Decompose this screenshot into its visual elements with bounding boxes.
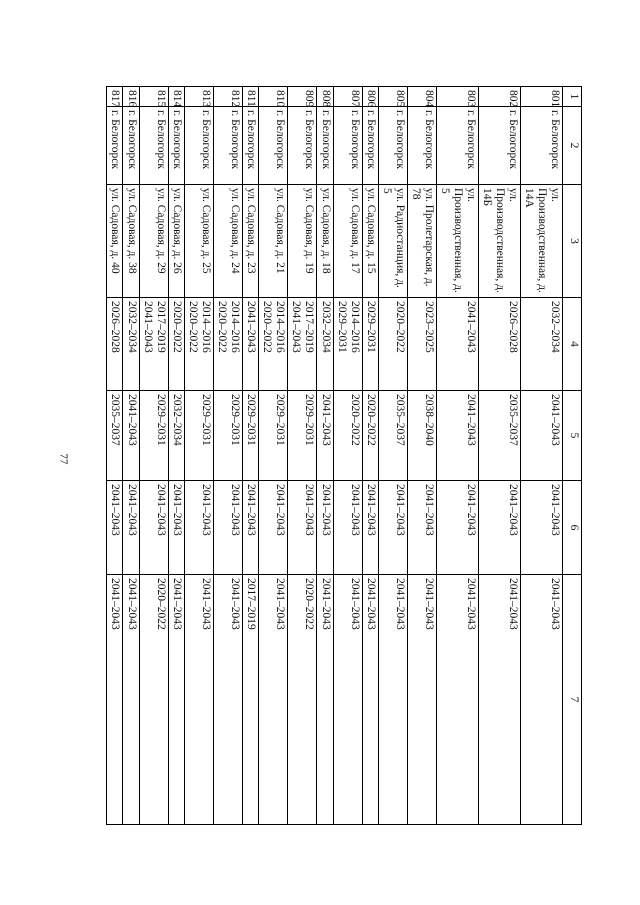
cell-col7 bbox=[363, 575, 379, 825]
cell-number: 803 bbox=[437, 87, 479, 107]
cell-col4 bbox=[214, 298, 243, 391]
period-value: 2041–2043 bbox=[290, 301, 302, 353]
period-value: 2029–2031 bbox=[365, 301, 377, 353]
cell-col7 bbox=[214, 575, 243, 825]
cell-col7 bbox=[334, 575, 363, 825]
table-row bbox=[317, 87, 334, 825]
cell-col7 bbox=[479, 575, 521, 825]
table-row bbox=[185, 87, 214, 825]
cell-col4 bbox=[169, 298, 185, 391]
cell-number: 812 bbox=[214, 87, 243, 107]
table-row bbox=[169, 87, 185, 825]
cell-col6: 2041–2043 bbox=[214, 481, 243, 575]
cell-city: г. Белогорск bbox=[107, 107, 123, 185]
cell-address: ул. Садовая, д. 29 bbox=[140, 185, 169, 298]
cell-col5: 2041–2043 bbox=[437, 391, 479, 481]
period-value: 2020–2022 bbox=[155, 578, 167, 630]
cell-col7 bbox=[107, 575, 123, 825]
table-row bbox=[140, 87, 169, 825]
cell-col6: 2041–2043 bbox=[185, 481, 214, 575]
table-row bbox=[363, 87, 379, 825]
page-number: 77 bbox=[57, 453, 70, 465]
cell-col5: 2038–2040 bbox=[408, 391, 437, 481]
cell-number: 809 bbox=[288, 87, 317, 107]
cell-col4 bbox=[123, 298, 140, 391]
cell-address: ул. Садовая, д. 26 bbox=[169, 185, 185, 298]
cell-col7 bbox=[140, 575, 169, 825]
cell-col4 bbox=[107, 298, 123, 391]
cell-col6: 2041–2043 bbox=[363, 481, 379, 575]
cell-number: 801 bbox=[521, 87, 563, 107]
cell-col7 bbox=[437, 575, 479, 825]
table-row bbox=[259, 87, 288, 825]
cell-number: 814 bbox=[169, 87, 185, 107]
cell-col6: 2041–2043 bbox=[408, 481, 437, 575]
cell-col6: 2041–2043 bbox=[437, 481, 479, 575]
col-header-3: 3 bbox=[563, 185, 582, 298]
cell-city: г. Белогорск bbox=[243, 107, 259, 185]
period-value: 2014–2016 bbox=[349, 301, 361, 353]
period-value: 2041–2043 bbox=[465, 301, 477, 353]
cell-city: г. Белогорск bbox=[437, 107, 479, 185]
table-row bbox=[408, 87, 437, 825]
cell-address: ул. Садовая, д. 40 bbox=[107, 185, 123, 298]
cell-number: 811 bbox=[243, 87, 259, 107]
period-value: 2041–2043 bbox=[465, 578, 477, 630]
period-value: 2014–2016 bbox=[200, 301, 212, 353]
cell-col6: 2041–2043 bbox=[521, 481, 563, 575]
col-header-5: 5 bbox=[563, 391, 582, 481]
header-row bbox=[563, 87, 582, 825]
cell-number: 805 bbox=[379, 87, 408, 107]
period-value: 2041–2043 bbox=[320, 578, 332, 630]
period-value: 2041–2043 bbox=[229, 578, 241, 630]
cell-address: ул. Садовая, д. 15 bbox=[363, 185, 379, 298]
period-value: 2017–2019 bbox=[303, 301, 315, 353]
period-value: 2041–2043 bbox=[365, 578, 377, 630]
cell-col6: 2041–2043 bbox=[107, 481, 123, 575]
table-row bbox=[521, 87, 563, 825]
cell-address: ул. Садовая, д. 25 bbox=[185, 185, 214, 298]
col-header-6: 6 bbox=[563, 481, 582, 575]
period-value: 2023–2025 bbox=[423, 301, 435, 353]
cell-col4 bbox=[408, 298, 437, 391]
cell-address: ул. Садовая, д. 21 bbox=[259, 185, 288, 298]
cell-col6: 2041–2043 bbox=[140, 481, 169, 575]
cell-address: ул. Садовая, д. 24 bbox=[214, 185, 243, 298]
period-value: 2020–2022 bbox=[261, 301, 273, 353]
cell-number: 817 bbox=[107, 87, 123, 107]
period-value: 2041–2043 bbox=[126, 578, 138, 630]
cell-col7 bbox=[185, 575, 214, 825]
cell-col4 bbox=[437, 298, 479, 391]
cell-col4 bbox=[243, 298, 259, 391]
cell-col7 bbox=[317, 575, 334, 825]
cell-col6: 2041–2043 bbox=[169, 481, 185, 575]
period-value: 2020–2022 bbox=[187, 301, 199, 353]
period-value: 2041–2043 bbox=[245, 301, 257, 353]
cell-city: г. Белогорск bbox=[214, 107, 243, 185]
cell-number: 816 bbox=[123, 87, 140, 107]
cell-col7 bbox=[243, 575, 259, 825]
cell-col5: 2035–2037 bbox=[107, 391, 123, 481]
period-value: 2041–2043 bbox=[423, 578, 435, 630]
cell-address: ул. Садовая, д. 19 bbox=[288, 185, 317, 298]
period-value: 2041–2043 bbox=[274, 578, 286, 630]
cell-address: ул. Садовая, д. 17 bbox=[334, 185, 363, 298]
cell-col4 bbox=[317, 298, 334, 391]
schedule-table bbox=[106, 86, 582, 825]
cell-col5: 2035–2037 bbox=[479, 391, 521, 481]
cell-number: 806 bbox=[363, 87, 379, 107]
period-value: 2020–2022 bbox=[303, 578, 315, 630]
cell-col5: 2020–2022 bbox=[363, 391, 379, 481]
cell-col5: 2032–2034 bbox=[169, 391, 185, 481]
cell-col4 bbox=[185, 298, 214, 391]
cell-city: г. Белогорск bbox=[317, 107, 334, 185]
cell-city: г. Белогорск bbox=[479, 107, 521, 185]
period-value: 2032–2034 bbox=[320, 301, 332, 353]
cell-col6: 2041–2043 bbox=[259, 481, 288, 575]
cell-col4 bbox=[479, 298, 521, 391]
cell-number: 807 bbox=[334, 87, 363, 107]
period-value: 2041–2043 bbox=[171, 578, 183, 630]
cell-city: г. Белогорск bbox=[259, 107, 288, 185]
cell-address: ул. Пролетарская, д. 78 bbox=[408, 185, 437, 298]
cell-col5: 2020–2022 bbox=[334, 391, 363, 481]
cell-col6: 2041–2043 bbox=[479, 481, 521, 575]
cell-city: г. Белогорск bbox=[379, 107, 408, 185]
table-row bbox=[123, 87, 140, 825]
period-value: 2026–2028 bbox=[109, 301, 121, 353]
cell-address: ул. Производственная, д. 14А bbox=[521, 185, 563, 298]
cell-address: ул. Садовая, д. 18 bbox=[317, 185, 334, 298]
period-value: 2026–2028 bbox=[507, 301, 519, 353]
cell-col5: 2029–2031 bbox=[214, 391, 243, 481]
period-value: 2041–2043 bbox=[507, 578, 519, 630]
col-header-1: 1 bbox=[563, 87, 582, 107]
table-row bbox=[107, 87, 123, 825]
period-value: 2017–2019 bbox=[245, 578, 257, 630]
cell-city: г. Белогорск bbox=[140, 107, 169, 185]
period-value: 2041–2043 bbox=[349, 578, 361, 630]
table-row bbox=[379, 87, 408, 825]
table-body bbox=[107, 87, 563, 825]
cell-col5: 2029–2031 bbox=[243, 391, 259, 481]
cell-number: 815 bbox=[140, 87, 169, 107]
cell-city: г. Белогорск bbox=[185, 107, 214, 185]
period-value: 2014–2016 bbox=[274, 301, 286, 353]
cell-col4 bbox=[259, 298, 288, 391]
cell-col6: 2041–2043 bbox=[317, 481, 334, 575]
period-value: 2041–2043 bbox=[200, 578, 212, 630]
cell-number: 804 bbox=[408, 87, 437, 107]
cell-city: г. Белогорск bbox=[408, 107, 437, 185]
cell-col4 bbox=[521, 298, 563, 391]
period-value: 2020–2022 bbox=[171, 301, 183, 353]
period-value: 2041–2043 bbox=[142, 301, 154, 353]
col-header-7: 7 bbox=[563, 575, 582, 825]
period-value: 2014–2016 bbox=[229, 301, 241, 353]
table-row bbox=[479, 87, 521, 825]
col-header-4: 4 bbox=[563, 298, 582, 391]
cell-col4 bbox=[140, 298, 169, 391]
cell-col6: 2041–2043 bbox=[334, 481, 363, 575]
cell-col7 bbox=[379, 575, 408, 825]
cell-city: г. Белогорск bbox=[123, 107, 140, 185]
period-value: 2041–2043 bbox=[549, 578, 561, 630]
cell-col4 bbox=[379, 298, 408, 391]
cell-city: г. Белогорск bbox=[288, 107, 317, 185]
cell-col7 bbox=[521, 575, 563, 825]
period-value: 2032–2034 bbox=[126, 301, 138, 353]
cell-col7 bbox=[408, 575, 437, 825]
table-row bbox=[334, 87, 363, 825]
table-row bbox=[214, 87, 243, 825]
cell-col7 bbox=[169, 575, 185, 825]
table-row bbox=[243, 87, 259, 825]
cell-address: ул. Производственная, д. 14Б bbox=[479, 185, 521, 298]
table-wrapper bbox=[109, 86, 582, 824]
cell-col5: 2029–2031 bbox=[288, 391, 317, 481]
cell-city: г. Белогорск bbox=[363, 107, 379, 185]
cell-address: ул. Радиостанция, д. 5 bbox=[379, 185, 408, 298]
cell-col4 bbox=[363, 298, 379, 391]
table-row bbox=[288, 87, 317, 825]
period-value: 2041–2043 bbox=[109, 578, 121, 630]
cell-col5: 2029–2031 bbox=[259, 391, 288, 481]
cell-col6: 2041–2043 bbox=[243, 481, 259, 575]
cell-col5: 2041–2043 bbox=[521, 391, 563, 481]
cell-number: 813 bbox=[185, 87, 214, 107]
cell-address: ул. Садовая, д. 23 bbox=[243, 185, 259, 298]
col-header-2: 2 bbox=[563, 107, 582, 185]
cell-col7 bbox=[123, 575, 140, 825]
period-value: 2041–2043 bbox=[394, 578, 406, 630]
period-value: 2032–2034 bbox=[549, 301, 561, 353]
cell-col6: 2041–2043 bbox=[379, 481, 408, 575]
cell-col5: 2029–2031 bbox=[140, 391, 169, 481]
cell-col6: 2041–2043 bbox=[123, 481, 140, 575]
cell-col7 bbox=[259, 575, 288, 825]
cell-col5: 2041–2043 bbox=[317, 391, 334, 481]
cell-number: 808 bbox=[317, 87, 334, 107]
cell-col5: 2035–2037 bbox=[379, 391, 408, 481]
cell-address: ул. Садовая, д. 38 bbox=[123, 185, 140, 298]
period-value: 2017–2019 bbox=[155, 301, 167, 353]
period-value: 2020–2022 bbox=[394, 301, 406, 353]
cell-col4 bbox=[334, 298, 363, 391]
cell-col4 bbox=[288, 298, 317, 391]
cell-col5: 2041–2043 bbox=[123, 391, 140, 481]
cell-col5: 2029–2031 bbox=[185, 391, 214, 481]
cell-col6: 2041–2043 bbox=[288, 481, 317, 575]
cell-city: г. Белогорск bbox=[334, 107, 363, 185]
table-row bbox=[437, 87, 479, 825]
cell-city: г. Белогорск bbox=[521, 107, 563, 185]
period-value: 2020–2022 bbox=[216, 301, 228, 353]
period-value: 2029–2031 bbox=[336, 301, 348, 353]
cell-number: 802 bbox=[479, 87, 521, 107]
cell-col7 bbox=[288, 575, 317, 825]
cell-address: ул. Производственная, д. 5 bbox=[437, 185, 479, 298]
cell-number: 810 bbox=[259, 87, 288, 107]
cell-city: г. Белогорск bbox=[169, 107, 185, 185]
